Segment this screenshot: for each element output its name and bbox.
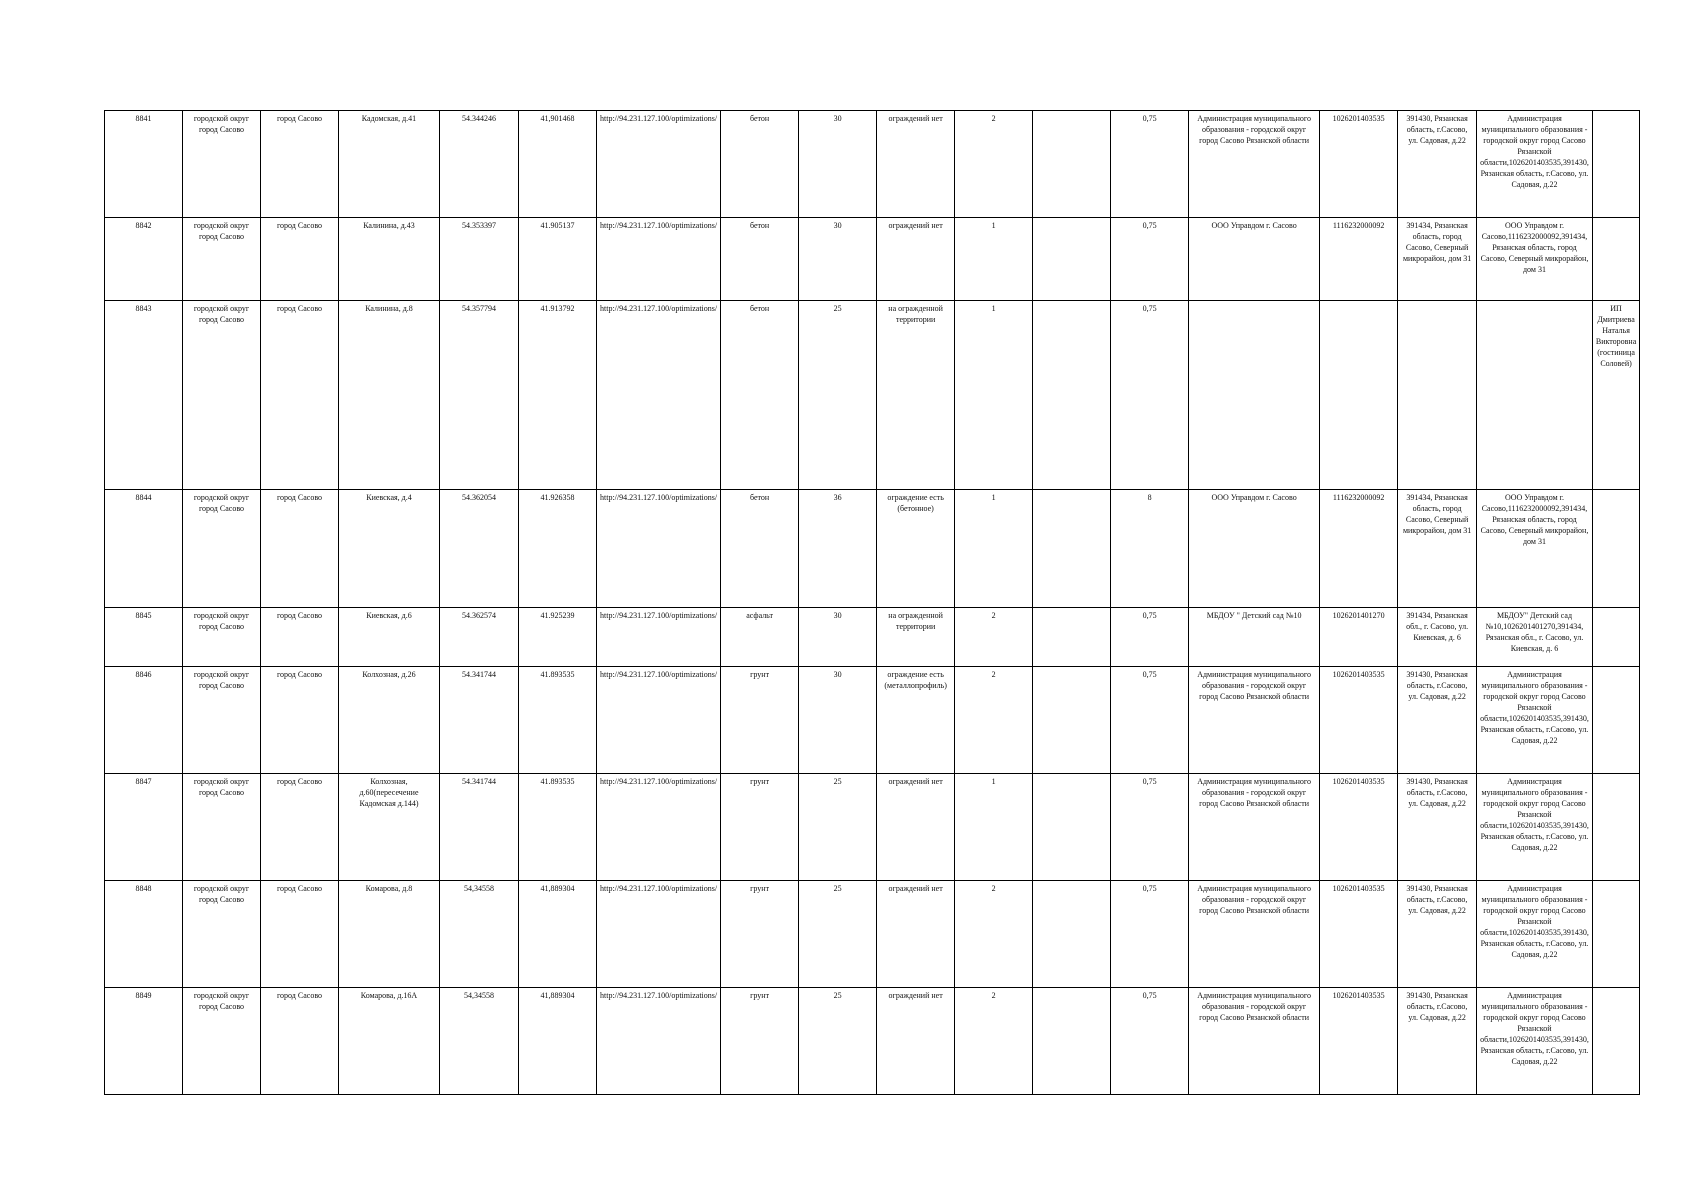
owner-address-cell: 391430, Рязанская область, г.Сасово, ул. Садовая, д.22	[1398, 111, 1477, 218]
owner-name-cell: ООО Управдом г. Сасово	[1189, 490, 1320, 608]
area-cell: 30	[799, 111, 877, 218]
empty-cell	[1033, 218, 1111, 301]
locality-cell: город Сасово	[261, 490, 339, 608]
container-volume-cell: 0,75	[1111, 667, 1189, 774]
empty-cell	[1033, 881, 1111, 988]
empty-cell	[1033, 301, 1111, 490]
longitude-cell: 41,901468	[519, 111, 597, 218]
photo-url-cell: http://94.231.127.100/optimizations/	[597, 608, 721, 667]
latitude-cell: 54.341744	[440, 667, 519, 774]
ogrn-cell: 1116232000092	[1320, 218, 1398, 301]
address-cell: Комарова, д.16А	[339, 988, 440, 1095]
photo-url-cell: http://94.231.127.100/optimizations/	[597, 774, 721, 881]
waste-source-cell: Администрация муниципального образования - городской округ город Сасово Рязанской области,1026201403535,391430, Рязанская область, г.Сасово, ул. Садовая, д.22	[1477, 111, 1593, 218]
locality-cell: город Сасово	[261, 667, 339, 774]
owner-address-cell: 391434, Рязанская область, город Сасово, Северный микрорайон, дом 31	[1398, 490, 1477, 608]
fencing-cell: ограждений нет	[877, 881, 955, 988]
container-volume-cell: 8	[1111, 490, 1189, 608]
surface-cell: бетон	[721, 490, 799, 608]
container-volume-cell: 0,75	[1111, 774, 1189, 881]
owner-name-cell: Администрация муниципального образования - городской округ город Сасово Рязанской области	[1189, 988, 1320, 1095]
ogrn-cell: 1026201403535	[1320, 667, 1398, 774]
longitude-cell: 41.905137	[519, 218, 597, 301]
waste-source-cell: Администрация муниципального образования - городской округ город Сасово Рязанской области,1026201403535,391430, Рязанская область, г.Сасово, ул. Садовая, д.22	[1477, 881, 1593, 988]
container-volume-cell: 0,75	[1111, 881, 1189, 988]
photo-url-cell: http://94.231.127.100/optimizations/	[597, 218, 721, 301]
longitude-cell: 41.893535	[519, 774, 597, 881]
district-cell: городской округ город Сасово	[183, 218, 261, 301]
fencing-cell: на огражденной территории	[877, 301, 955, 490]
table-row	[105, 301, 1640, 490]
containers-count-cell: 2	[955, 667, 1033, 774]
site-id-cell: 8847	[105, 774, 183, 881]
site-id-cell: 8846	[105, 667, 183, 774]
empty-cell	[1033, 490, 1111, 608]
empty-cell	[1033, 774, 1111, 881]
longitude-cell: 41.893535	[519, 667, 597, 774]
photo-url-cell: http://94.231.127.100/optimizations/	[597, 881, 721, 988]
table-row	[105, 881, 1640, 988]
ogrn-cell: 1116232000092	[1320, 490, 1398, 608]
photo-url-cell: http://94.231.127.100/optimizations/	[597, 988, 721, 1095]
empty-cell	[1033, 667, 1111, 774]
address-cell: Комарова, д.8	[339, 881, 440, 988]
containers-count-cell: 1	[955, 218, 1033, 301]
fencing-cell: ограждение есть (бетонное)	[877, 490, 955, 608]
fencing-cell: ограждений нет	[877, 111, 955, 218]
container-volume-cell: 0,75	[1111, 111, 1189, 218]
extra-info-cell	[1592, 667, 1639, 774]
extra-info-cell	[1592, 490, 1639, 608]
surface-cell: асфальт	[721, 608, 799, 667]
waste-source-cell: Администрация муниципального образования - городской округ город Сасово Рязанской области,1026201403535,391430, Рязанская область, г.Сасово, ул. Садовая, д.22	[1477, 667, 1593, 774]
table-row	[105, 608, 1640, 667]
owner-name-cell: Администрация муниципального образования - городской округ город Сасово Рязанской области	[1189, 667, 1320, 774]
extra-info-cell	[1592, 111, 1639, 218]
containers-count-cell: 1	[955, 490, 1033, 608]
waste-source-cell: Администрация муниципального образования - городской округ город Сасово Рязанской области,1026201403535,391430, Рязанская область, г.Сасово, ул. Садовая, д.22	[1477, 988, 1593, 1095]
owner-address-cell: 391434, Рязанская область, город Сасово, Северный микрорайон, дом 31	[1398, 218, 1477, 301]
site-id-cell: 8841	[105, 111, 183, 218]
address-cell: Киевская, д.4	[339, 490, 440, 608]
ogrn-cell: 1026201403535	[1320, 881, 1398, 988]
waste-source-cell	[1477, 301, 1593, 490]
fencing-cell: ограждений нет	[877, 774, 955, 881]
table-row	[105, 988, 1640, 1095]
owner-address-cell	[1398, 301, 1477, 490]
container-volume-cell: 0,75	[1111, 988, 1189, 1095]
latitude-cell: 54,34558	[440, 988, 519, 1095]
locality-cell: город Сасово	[261, 218, 339, 301]
area-cell: 25	[799, 988, 877, 1095]
owner-name-cell: Администрация муниципального образования - городской округ город Сасово Рязанской области	[1189, 881, 1320, 988]
photo-url-cell: http://94.231.127.100/optimizations/	[597, 301, 721, 490]
ogrn-cell: 1026201403535	[1320, 774, 1398, 881]
owner-address-cell: 391430, Рязанская область, г.Сасово, ул. Садовая, д.22	[1398, 667, 1477, 774]
address-cell: Колхозная, д.26	[339, 667, 440, 774]
container-volume-cell: 0,75	[1111, 301, 1189, 490]
waste-source-cell: ООО Управдом г. Сасово,1116232000092,391434, Рязанская область, город Сасово, Северный микрорайон, дом 31	[1477, 490, 1593, 608]
table-row	[105, 490, 1640, 608]
owner-name-cell: Администрация муниципального образования - городской округ город Сасово Рязанской области	[1189, 774, 1320, 881]
latitude-cell: 54.362574	[440, 608, 519, 667]
area-cell: 25	[799, 881, 877, 988]
table-row	[105, 218, 1640, 301]
ogrn-cell	[1320, 301, 1398, 490]
district-cell: городской округ город Сасово	[183, 988, 261, 1095]
containers-count-cell: 2	[955, 111, 1033, 218]
longitude-cell: 41.925239	[519, 608, 597, 667]
container-volume-cell: 0,75	[1111, 608, 1189, 667]
containers-count-cell: 2	[955, 881, 1033, 988]
containers-count-cell: 1	[955, 301, 1033, 490]
waste-source-cell: МБДОУ" Детский сад №10,1026201401270,391434, Рязанская обл., г. Сасово, ул. Киевская, д. 6	[1477, 608, 1593, 667]
locality-cell: город Сасово	[261, 111, 339, 218]
address-cell: Кадомская, д.41	[339, 111, 440, 218]
latitude-cell: 54.341744	[440, 774, 519, 881]
owner-name-cell: МБДОУ " Детский сад №10	[1189, 608, 1320, 667]
district-cell: городской округ город Сасово	[183, 667, 261, 774]
photo-url-cell: http://94.231.127.100/optimizations/	[597, 667, 721, 774]
longitude-cell: 41,889304	[519, 988, 597, 1095]
owner-name-cell: ООО Управдом г. Сасово	[1189, 218, 1320, 301]
extra-info-cell	[1592, 218, 1639, 301]
address-cell: Калинина, д.8	[339, 301, 440, 490]
locality-cell: город Сасово	[261, 881, 339, 988]
district-cell: городской округ город Сасово	[183, 608, 261, 667]
container-volume-cell: 0,75	[1111, 218, 1189, 301]
site-id-cell: 8843	[105, 301, 183, 490]
owner-address-cell: 391434, Рязанская обл., г. Сасово, ул. Киевская, д. 6	[1398, 608, 1477, 667]
longitude-cell: 41,889304	[519, 881, 597, 988]
longitude-cell: 41.926358	[519, 490, 597, 608]
owner-address-cell: 391430, Рязанская область, г.Сасово, ул. Садовая, д.22	[1398, 988, 1477, 1095]
owner-name-cell: Администрация муниципального образования - городской округ город Сасово Рязанской области	[1189, 111, 1320, 218]
surface-cell: грунт	[721, 881, 799, 988]
longitude-cell: 41.913792	[519, 301, 597, 490]
containers-count-cell: 2	[955, 608, 1033, 667]
surface-cell: грунт	[721, 988, 799, 1095]
area-cell: 25	[799, 774, 877, 881]
latitude-cell: 54.357794	[440, 301, 519, 490]
address-cell: Калинина, д.43	[339, 218, 440, 301]
owner-name-cell	[1189, 301, 1320, 490]
site-id-cell: 8844	[105, 490, 183, 608]
locality-cell: город Сасово	[261, 608, 339, 667]
address-cell: Киевская, д.6	[339, 608, 440, 667]
locality-cell: город Сасово	[261, 988, 339, 1095]
containers-count-cell: 2	[955, 988, 1033, 1095]
extra-info-cell	[1592, 988, 1639, 1095]
photo-url-cell: http://94.231.127.100/optimizations/	[597, 490, 721, 608]
district-cell: городской округ город Сасово	[183, 111, 261, 218]
table-row	[105, 774, 1640, 881]
district-cell: городской округ город Сасово	[183, 490, 261, 608]
site-id-cell: 8842	[105, 218, 183, 301]
ogrn-cell: 1026201403535	[1320, 988, 1398, 1095]
extra-info-cell	[1592, 881, 1639, 988]
surface-cell: грунт	[721, 774, 799, 881]
table-row	[105, 111, 1640, 218]
surface-cell: бетон	[721, 218, 799, 301]
site-id-cell: 8848	[105, 881, 183, 988]
owner-address-cell: 391430, Рязанская область, г.Сасово, ул. Садовая, д.22	[1398, 774, 1477, 881]
ogrn-cell: 1026201403535	[1320, 111, 1398, 218]
latitude-cell: 54.344246	[440, 111, 519, 218]
area-cell: 30	[799, 667, 877, 774]
latitude-cell: 54.362054	[440, 490, 519, 608]
latitude-cell: 54,34558	[440, 881, 519, 988]
surface-cell: грунт	[721, 667, 799, 774]
latitude-cell: 54.353397	[440, 218, 519, 301]
area-cell: 36	[799, 490, 877, 608]
extra-info-cell	[1592, 608, 1639, 667]
address-cell: Колхозная, д.60(пересечение Кадомская д.144)	[339, 774, 440, 881]
empty-cell	[1033, 111, 1111, 218]
district-cell: городской округ город Сасово	[183, 881, 261, 988]
fencing-cell: ограждений нет	[877, 988, 955, 1095]
fencing-cell: на огражденной территории	[877, 608, 955, 667]
empty-cell	[1033, 988, 1111, 1095]
area-cell: 30	[799, 608, 877, 667]
waste-sites-table	[104, 110, 1640, 1095]
extra-info-cell	[1592, 774, 1639, 881]
site-id-cell: 8849	[105, 988, 183, 1095]
waste-source-cell: Администрация муниципального образования - городской округ город Сасово Рязанской области,1026201403535,391430, Рязанская область, г.Сасово, ул. Садовая, д.22	[1477, 774, 1593, 881]
ogrn-cell: 1026201401270	[1320, 608, 1398, 667]
district-cell: городской округ город Сасово	[183, 774, 261, 881]
area-cell: 25	[799, 301, 877, 490]
photo-url-cell: http://94.231.127.100/optimizations/	[597, 111, 721, 218]
waste-source-cell: ООО Управдом г. Сасово,1116232000092,391434, Рязанская область, город Сасово, Северный микрорайон, дом 31	[1477, 218, 1593, 301]
empty-cell	[1033, 608, 1111, 667]
locality-cell: город Сасово	[261, 774, 339, 881]
fencing-cell: ограждений нет	[877, 218, 955, 301]
surface-cell: бетон	[721, 301, 799, 490]
surface-cell: бетон	[721, 111, 799, 218]
containers-count-cell: 1	[955, 774, 1033, 881]
extra-info-cell: ИП Дмитриева Наталья Викторовна (гостиница Соловей)	[1592, 301, 1639, 490]
table-row	[105, 667, 1640, 774]
owner-address-cell: 391430, Рязанская область, г.Сасово, ул. Садовая, д.22	[1398, 881, 1477, 988]
fencing-cell: ограждение есть (металлопрофиль)	[877, 667, 955, 774]
area-cell: 30	[799, 218, 877, 301]
locality-cell: город Сасово	[261, 301, 339, 490]
site-id-cell: 8845	[105, 608, 183, 667]
district-cell: городской округ город Сасово	[183, 301, 261, 490]
